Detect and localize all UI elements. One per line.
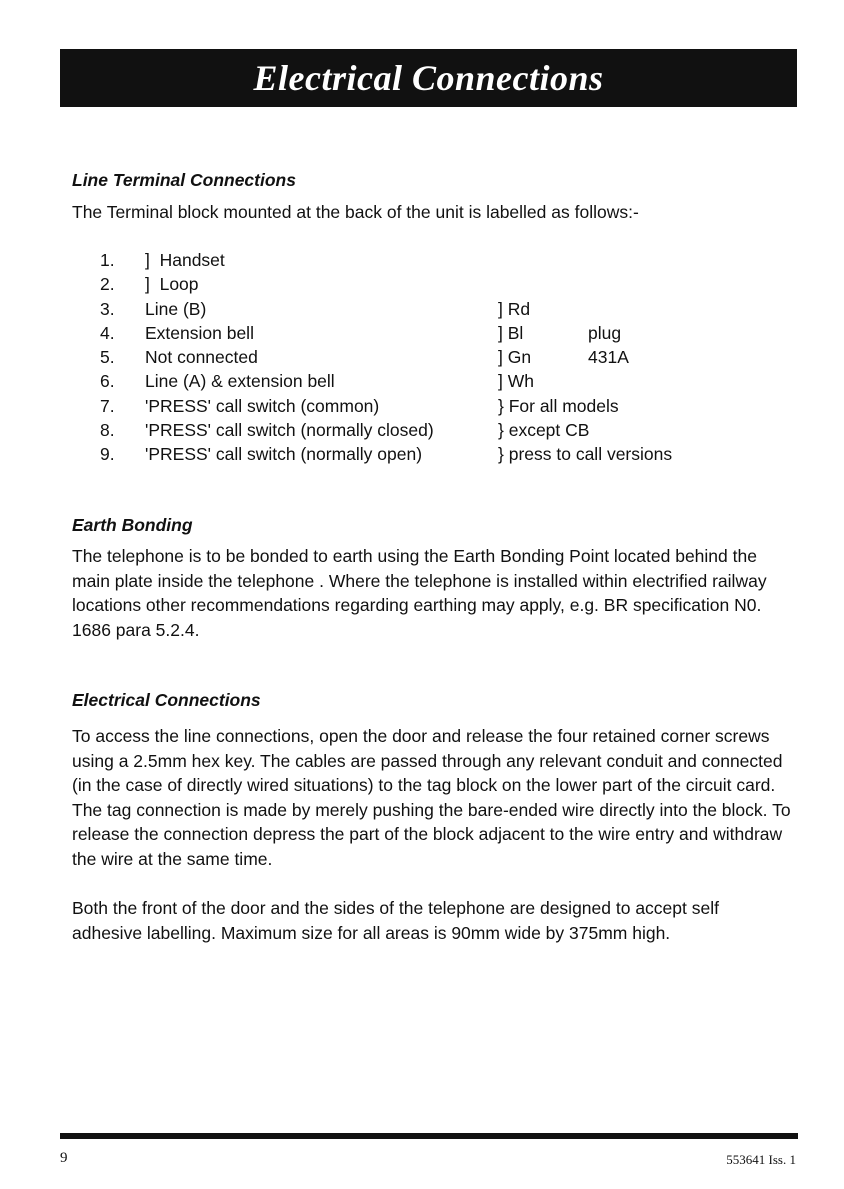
electrical-connections-heading: Electrical Connections [72, 690, 261, 710]
terminal-note: plug [588, 322, 622, 343]
terminal-description: Extension bell [145, 322, 254, 343]
terminal-wire: ] Bl [498, 322, 524, 343]
terminal-row [100, 369, 780, 393]
terminal-note: 431A [588, 347, 629, 368]
page-title: Electrical Connections [253, 58, 604, 98]
terminal-number: 4. [100, 322, 115, 343]
terminal-wire: } For all models [498, 395, 619, 416]
terminal-row [100, 272, 780, 296]
terminal-description: 'PRESS' call switch (common) [145, 395, 380, 416]
page-number: 9 [60, 1150, 68, 1166]
terminal-number: 3. [100, 298, 115, 319]
terminal-description: ] Loop [145, 274, 199, 295]
terminal-description: Line (B) [145, 298, 207, 319]
terminal-description: Not connected [145, 347, 258, 368]
terminal-row [100, 345, 780, 369]
terminal-description: 'PRESS' call switch (normally closed) [145, 420, 434, 441]
terminal-row [100, 394, 780, 418]
terminal-wire: ] Gn [498, 347, 532, 368]
terminal-row [100, 248, 780, 272]
terminal-row [100, 442, 780, 466]
terminal-list [100, 248, 780, 467]
terminal-row [100, 297, 780, 321]
terminal-wire: } press to call versions [498, 444, 673, 465]
terminal-number: 5. [100, 347, 115, 368]
earth-bonding-heading: Earth Bonding [72, 515, 193, 535]
terminal-number: 6. [100, 371, 115, 392]
line-terminal-intro: The Terminal block mounted at the back of the unit is labelled as follows:- [72, 202, 639, 222]
terminal-row [100, 418, 780, 442]
electrical-connections-para1: To access the line connections, open the door and release the four retained corner screws using a 2.5mm hex key. The cables are passed through any relevant conduit and connected (in the case of directly wired situations) to the tag block on the lower part of the circuit card. The tag connection is made by merely pushing the bare-ended wire directly into the block. To release the connection depress the part of the block adjacent to the wire entry and withdraw the wire at the same time. [72, 726, 791, 869]
earth-bonding-text: The telephone is to be bonded to earth using the Earth Bonding Point located behind the main plate inside the telephone . Where the telephone is installed within electrified railway locations other recommendations regarding earthing may apply, e.g. BR specification N0. 1686 para 5.2.4. [72, 546, 767, 640]
electrical-connections-para2: Both the front of the door and the sides of the telephone are designed to accept self adhesive labelling. Maximum size for all areas is 90mm wide by 375mm high. [72, 898, 719, 943]
terminal-number: 9. [100, 444, 115, 465]
line-terminal-heading: Line Terminal Connections [72, 170, 296, 190]
footer-rule [60, 1133, 798, 1139]
terminal-row [100, 321, 780, 345]
terminal-wire: ] Wh [498, 371, 534, 392]
terminal-wire: ] Rd [498, 298, 531, 319]
terminal-number: 2. [100, 274, 115, 295]
terminal-description: 'PRESS' call switch (normally open) [145, 444, 423, 465]
terminal-description: Line (A) & extension bell [145, 371, 335, 392]
terminal-number: 8. [100, 420, 115, 441]
terminal-number: 7. [100, 395, 115, 416]
document-reference: 553641 Iss. 1 [726, 1152, 796, 1167]
terminal-number: 1. [100, 250, 115, 270]
title-banner [60, 49, 797, 107]
terminal-description: ] Handset [145, 250, 225, 270]
terminal-wire: } except CB [498, 420, 590, 441]
